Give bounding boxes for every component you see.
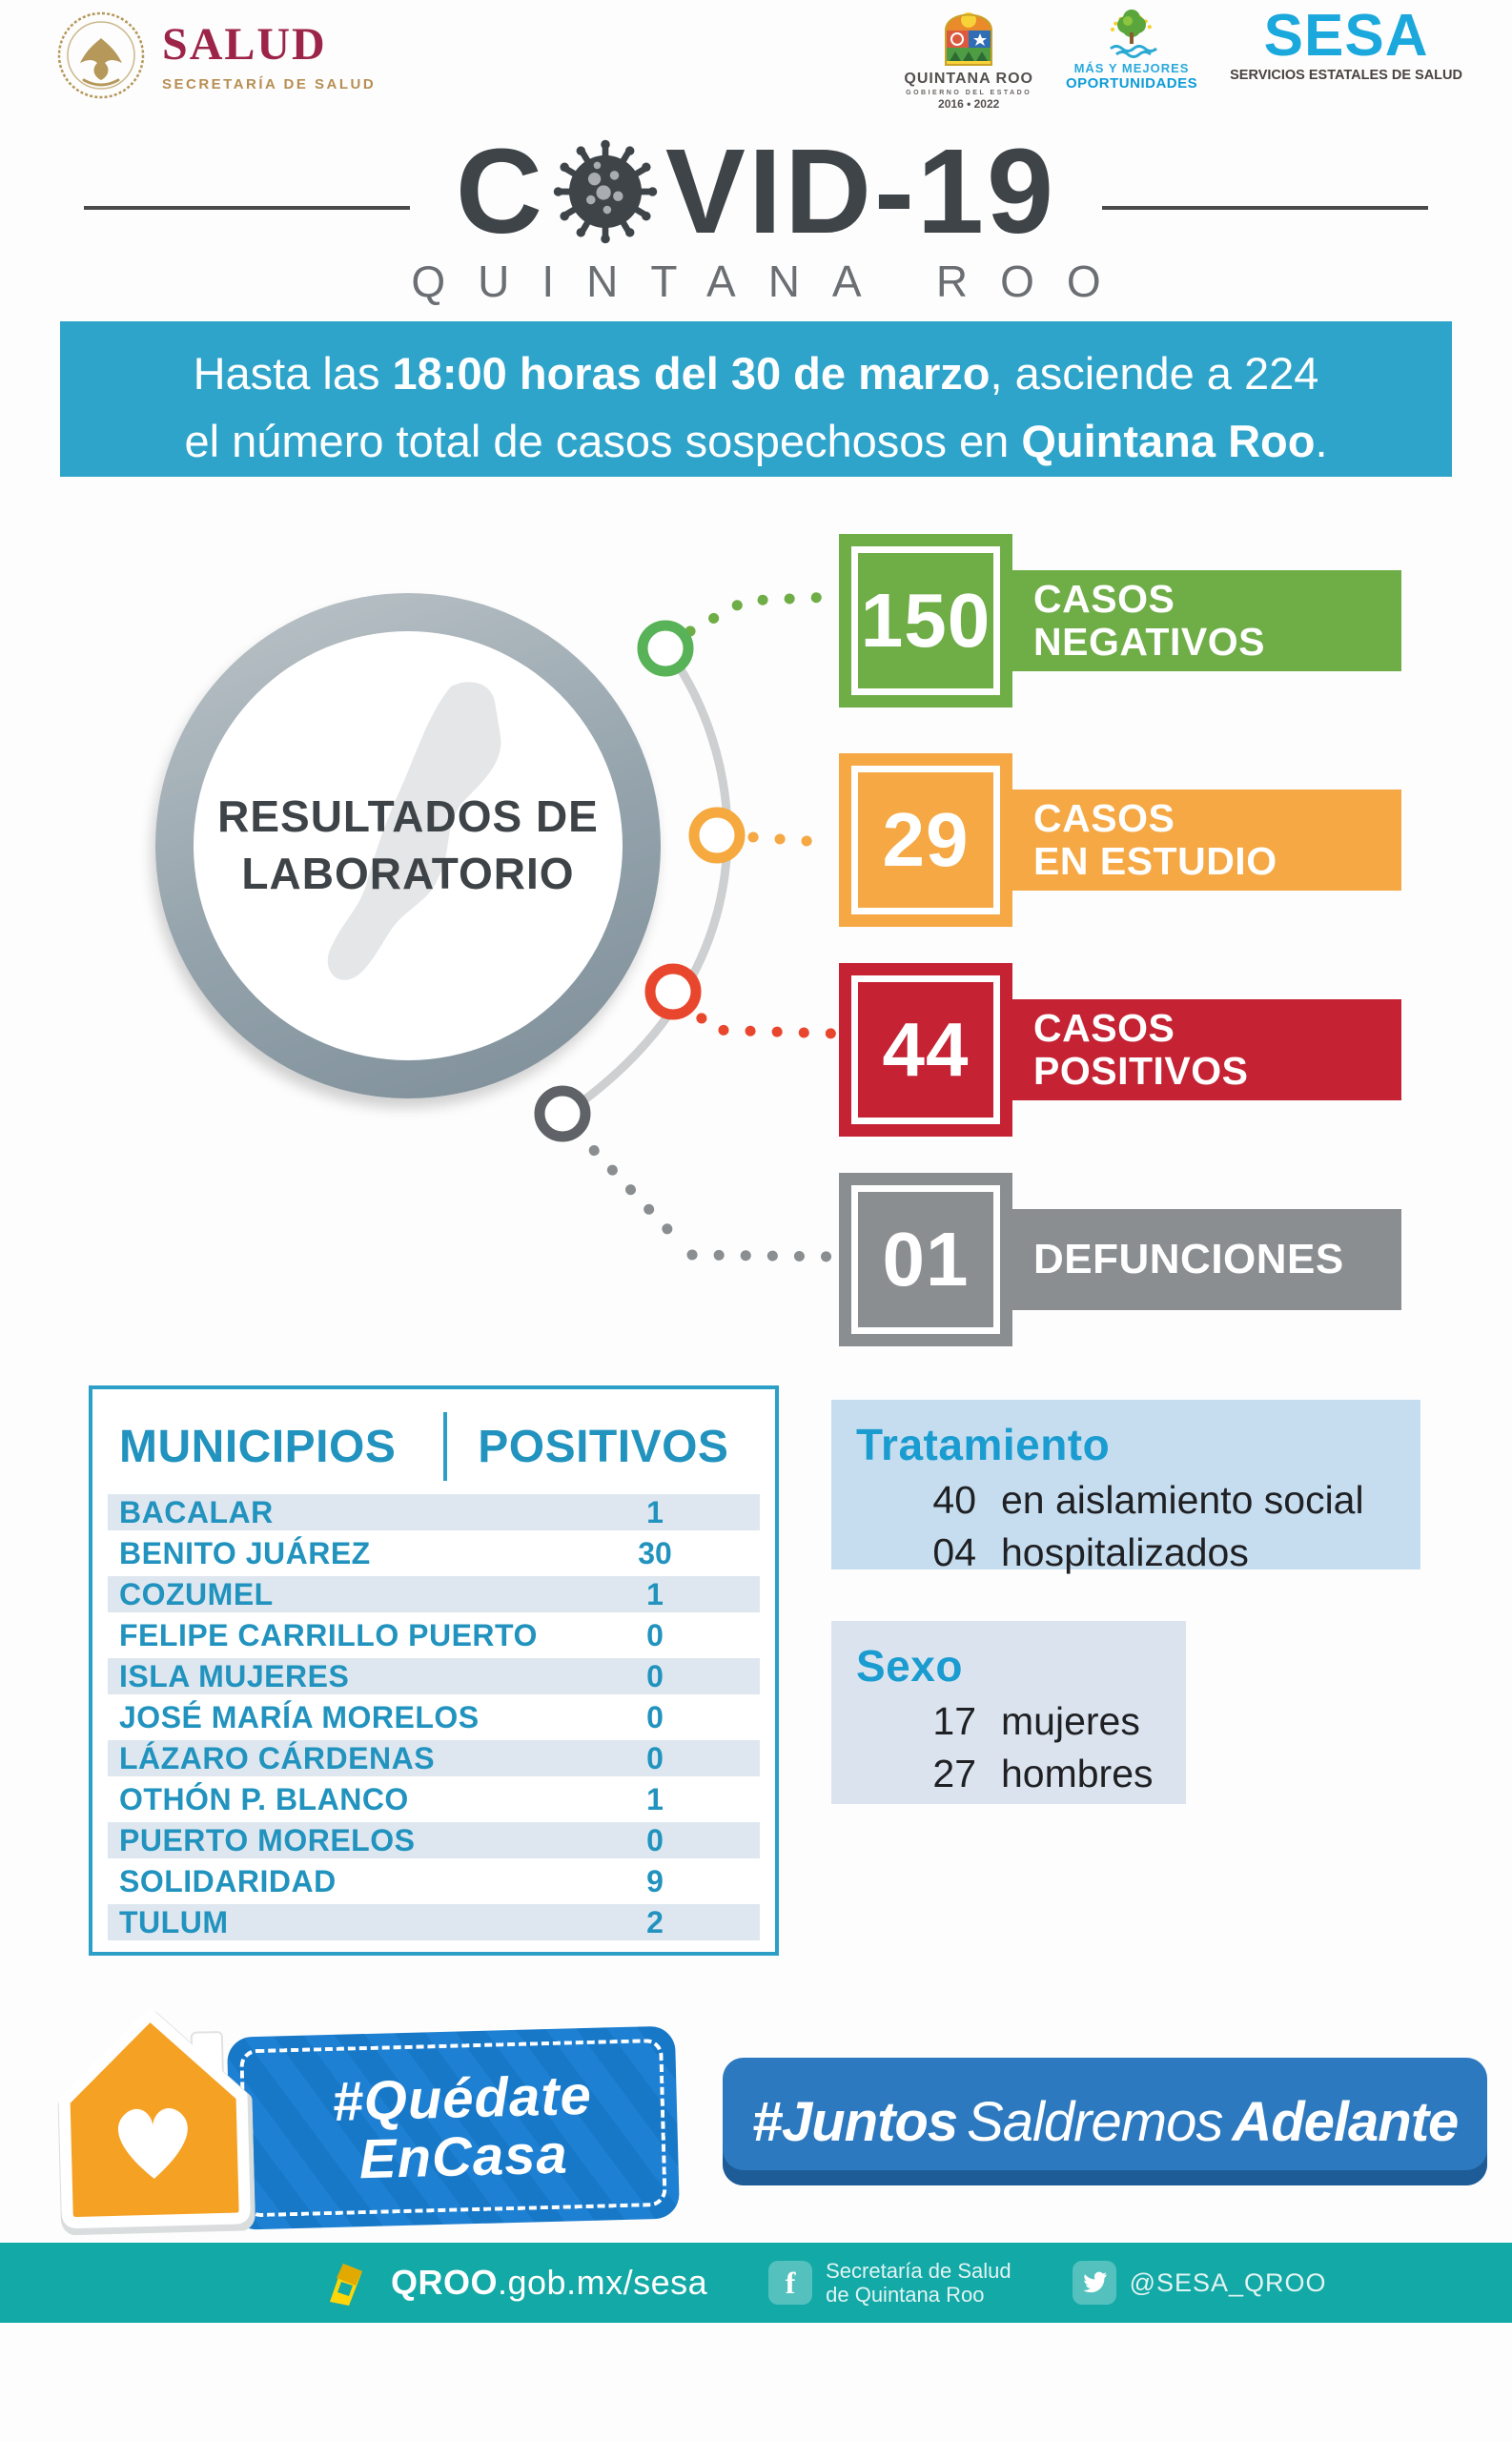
footer-bar xyxy=(0,2243,1512,2323)
tratamiento-item: 04 hospitalizados xyxy=(932,1530,1249,1574)
municipios-header-label: MUNICIPIOS xyxy=(108,1412,447,1481)
stat-defunciones-square xyxy=(839,1173,1012,1346)
stat-casos-negativos xyxy=(839,534,1411,708)
stat-positivos-square xyxy=(839,963,1012,1137)
summary-banner xyxy=(60,321,1452,477)
header-right-logos xyxy=(904,4,1462,111)
banner-seg5: Quintana Roo xyxy=(1021,415,1316,466)
covid-title-rest: VID-19 xyxy=(664,124,1057,258)
stat-estudio-value: 29 xyxy=(882,797,970,882)
oportunidades-tree-icon xyxy=(1100,4,1163,59)
sesa-subtitle: SERVICIOS ESTATALES DE SALUD xyxy=(1230,67,1462,83)
stat-defunciones-value: 01 xyxy=(882,1217,970,1302)
lab-label-line2: LABORATORIO xyxy=(241,849,575,898)
banner-line2 xyxy=(60,408,1452,476)
stat-estudio-label: CASOS EN ESTUDIO xyxy=(999,790,1401,891)
tratamiento-box xyxy=(831,1400,1420,1574)
banner-seg3: , asciende a 224 xyxy=(990,348,1319,399)
lab-label-line1: RESULTADOS DE xyxy=(217,791,599,842)
salud-subtitle: SECRETARÍA DE SALUD xyxy=(162,76,377,92)
table-row: COZUMEL 1 xyxy=(108,1576,760,1612)
node-negativos xyxy=(643,626,688,671)
stat-negativos-square xyxy=(839,534,1012,708)
oportunidades-logo xyxy=(1066,4,1197,92)
positivos-header-label: POSITIVOS xyxy=(478,1421,729,1472)
covid-subtitle: QUINTANA ROO xyxy=(411,256,1134,306)
quedate-en-casa-badge xyxy=(50,1979,685,2244)
banner-seg1: Hasta las xyxy=(193,348,393,399)
node-defunciones xyxy=(540,1091,585,1137)
table-row: BACALAR 1 xyxy=(108,1494,760,1530)
qroo-logo-name: QUINTANA ROO xyxy=(904,71,1033,87)
header xyxy=(0,0,1512,119)
stat-positivos-label: CASOS POSITIVOS xyxy=(999,999,1401,1100)
quintana-roo-logo xyxy=(904,4,1033,111)
stat-casos-positivos xyxy=(839,963,1411,1137)
tratamiento-item: 40 en aislamiento social xyxy=(932,1478,1364,1522)
stat-negativos-value: 150 xyxy=(860,578,991,663)
table-row: ISLA MUJERES 0 xyxy=(108,1658,760,1694)
table-row: PUERTO MORELOS 0 xyxy=(108,1822,760,1858)
covid-title-c: C xyxy=(455,124,545,258)
table-row: FELIPE CARRILLO PUERTO 0 xyxy=(119,1617,664,1652)
facebook-label: Secretaría de Salud de Quintana Roo xyxy=(826,2258,1011,2307)
facebook-icon: f xyxy=(768,2261,812,2305)
stat-defunciones xyxy=(839,1173,1411,1346)
lab-results-circle xyxy=(155,593,661,1098)
covid-title-row xyxy=(0,122,1512,260)
oportunidades-line1: MÁS Y MEJORES xyxy=(1073,61,1190,75)
table-row: SOLIDARIDAD 9 xyxy=(119,1863,664,1898)
sesa-title: SESA xyxy=(1263,3,1429,69)
salud-logo xyxy=(55,10,376,101)
banner-seg2: 18:00 horas del 30 de marzo xyxy=(392,348,991,399)
house-heart-icon xyxy=(50,1997,255,2235)
banner-line1 xyxy=(60,340,1452,408)
gobierno-mexico-seal-icon xyxy=(55,10,147,101)
footer-twitter xyxy=(1073,2261,1327,2305)
salud-title: SALUD xyxy=(162,19,327,70)
stat-positivos-value: 44 xyxy=(882,1007,970,1092)
node-estudio xyxy=(694,812,740,858)
table-row: TULUM 2 xyxy=(108,1904,760,1940)
oportunidades-line2: OPORTUNIDADES xyxy=(1065,75,1198,92)
banner-seg6: . xyxy=(1315,415,1328,466)
sexo-box xyxy=(831,1621,1186,1804)
sesa-logo xyxy=(1230,3,1462,83)
municipios-table xyxy=(89,1385,779,1956)
sexo-item: 17 mujeres xyxy=(932,1699,1140,1743)
quintana-roo-shield-icon xyxy=(942,4,995,69)
stat-defunciones-label: DEFUNCIONES xyxy=(999,1209,1401,1310)
salud-wordmark xyxy=(162,18,376,92)
stat-negativos-label: CASOS NEGATIVOS xyxy=(999,570,1401,671)
twitter-handle: @SESA_QROO xyxy=(1129,2267,1327,2297)
sexo-item: 27 hombres xyxy=(932,1752,1154,1795)
footer-facebook xyxy=(768,2259,1011,2308)
covid-title xyxy=(456,122,1056,260)
lab-results-label xyxy=(217,789,599,903)
sexo-title: Sexo xyxy=(856,1641,963,1691)
stat-estudio-square xyxy=(839,753,1012,927)
footer-website: QROO.gob.mx/sesa xyxy=(391,2263,708,2302)
table-row: BENITO JUÁREZ 30 xyxy=(119,1535,672,1570)
juntos-saldremos-banner: #Juntos Saldremos Adelante xyxy=(723,2058,1487,2185)
table-row: LÁZARO CÁRDENAS 0 xyxy=(108,1740,760,1776)
qroo-logo-years: 2016 • 2022 xyxy=(938,97,1000,111)
banner-seg4: el número total de casos sospechosos en xyxy=(184,415,1022,466)
quedate-text: #Quédate EnCasa xyxy=(331,2063,593,2191)
qroo-gobierno-icon xyxy=(322,2256,372,2309)
table-row: JOSÉ MARÍA MORELOS 0 xyxy=(119,1699,664,1734)
lab-results-circle-inner xyxy=(194,631,623,1060)
tratamiento-title: Tratamiento xyxy=(856,1420,1111,1469)
stat-casos-en-estudio xyxy=(839,753,1411,927)
virus-icon xyxy=(549,135,662,248)
qroo-logo-subtitle: GOBIERNO DEL ESTADO xyxy=(906,90,1032,96)
table-row: OTHÓN P. BLANCO 1 xyxy=(119,1781,664,1816)
municipios-table-header xyxy=(108,1406,760,1487)
twitter-icon xyxy=(1073,2261,1116,2305)
node-positivos xyxy=(650,969,696,1015)
